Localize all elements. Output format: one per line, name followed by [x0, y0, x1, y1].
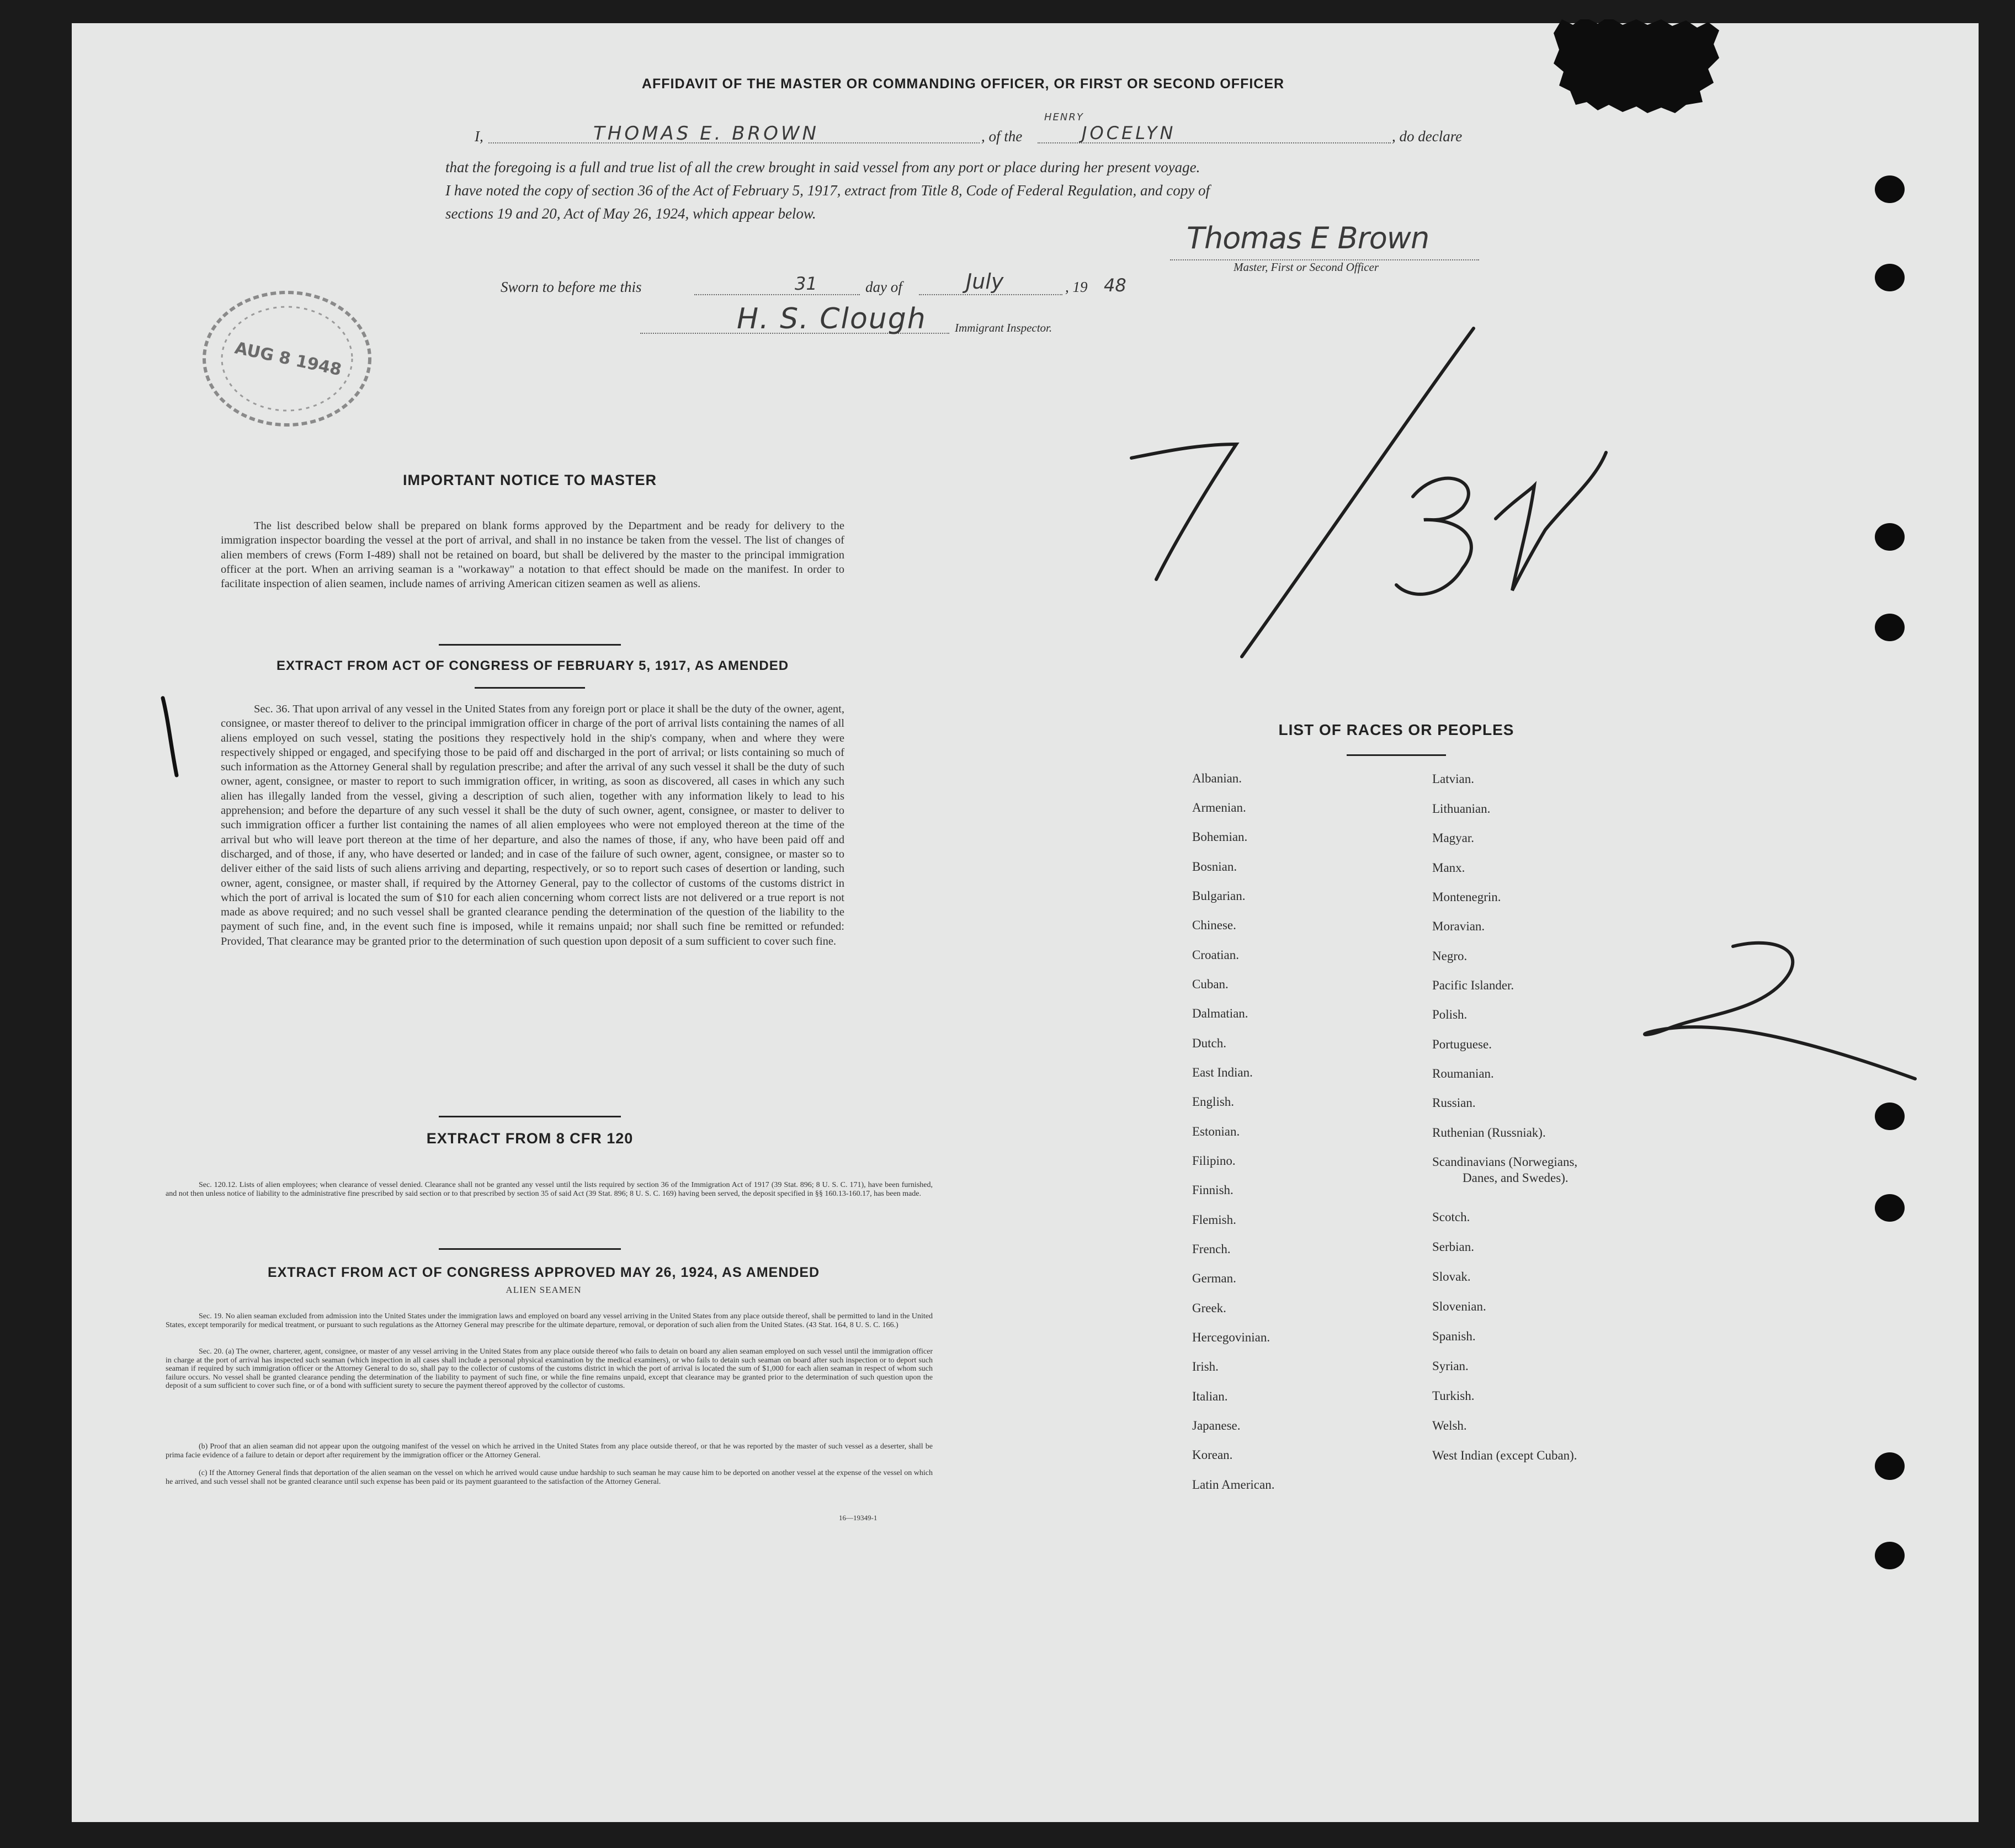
important-notice-heading: IMPORTANT NOTICE TO MASTER: [403, 472, 657, 488]
extract-1924-subheading: ALIEN SEAMEN: [506, 1285, 582, 1295]
extract-1924-sec20b: (b) Proof that an alien seaman did not appear upon the outgoing manifest of the vessel on which he arrived in the United States from any place outside thereof, or that he was reported by the master of such vessel as a deserter, shall be prima facie evidence of a failure to detain or deport after requirement by the immigration officer or the Attorney General.: [166, 1442, 933, 1460]
race-item: Chinese.: [1192, 918, 1236, 932]
extract-cfr-text: Sec. 120.12. Lists of alien employees; when clearance of vessel denied. Clearance shall not be granted any vessel until the lists required by section 36 of the Immigration Act of 1917 (39 Stat. 896; 8 U. S. C. 171), have been furnished, and not then unless notice of liability to the administrative fine prescribed by said section or to that prescribed by section 35 of said Act (39 Stat. 896; 8 U. S. C. 169) having been served, the deposit specified in §§ 160.13-160.17, has been made.: [166, 1181, 933, 1198]
race-item: Estonian.: [1192, 1125, 1240, 1138]
affidavit-line4: sections 19 and 20, Act of May 26, 1924, which appear below.: [445, 205, 816, 222]
sworn-year: 48: [1104, 275, 1126, 296]
sworn-year-prefix: , 19: [1065, 279, 1088, 295]
race-item: French.: [1192, 1242, 1231, 1256]
race-item: Welsh.: [1432, 1419, 1467, 1432]
race-item: Russian.: [1432, 1096, 1476, 1110]
handwritten-page-number: [0, 0, 1, 1]
extract-cfr-heading: EXTRACT FROM 8 CFR 120: [426, 1130, 634, 1147]
race-item: Lithuanian.: [1432, 802, 1491, 816]
punch-hole: [1875, 175, 1905, 203]
race-item: Negro.: [1432, 949, 1468, 963]
punch-hole: [1875, 1452, 1905, 1480]
date-stamp: [185, 287, 395, 430]
race-item: West Indian (except Cuban).: [1432, 1448, 1577, 1462]
sworn-day-of: day of: [865, 279, 902, 295]
extract-1917-heading: EXTRACT FROM ACT OF CONGRESS OF FEBRUARY 5, 1917, AS AMENDED: [276, 658, 789, 673]
punch-hole: [1875, 614, 1905, 641]
race-item: Slovak.: [1432, 1270, 1471, 1284]
race-item: East Indian.: [1192, 1066, 1253, 1079]
notary-seal: [1554, 19, 1719, 113]
race-item: Syrian.: [1432, 1359, 1469, 1373]
race-item: Hercegovinian.: [1192, 1330, 1270, 1344]
race-item: Latin American.: [1192, 1478, 1275, 1492]
signature-caption: Master, First or Second Officer: [1234, 260, 1379, 274]
extract-1917-text: Sec. 36. That upon arrival of any vessel in the United States from any foreign port or place it shall be the duty of the owner, agent, consignee, or master thereof to deliver to the principal immigration officer in charge of the port of arrival lists containing the names of all aliens employed on such vessel, stating the positions they respectively hold in the ship's company, when and where they were respectively shipped or engaged, and specifying those to be paid off and discharged in the port of arrival; or lists containing so much of such information as the Attorney General shall by regulation prescribe; and after the arrival of any such vessel it shall be the duty of such owner, agent, consignee, or master to report to such immigration officer, in writing, as soon as discovered, all cases in which any such alien has illegally landed from the vessel, giving a description of such alien, together with any information likely to lead to his apprehension; and before the departure of any such vessel it shall be the duty of such owner, agent, consignee, or master to deliver to such immigration officer a further list containing the names of all alien employees who were not employed thereon at the time of the arrival but who will leave port thereon at the time of her departure, and also the names of those, if any, who have been paid off and discharged, and of those, if any, who have deserted or landed; and in case of the failure of such owner, agent, consignee, or master so to deliver either of the said lists of such aliens arriving and departing, respectively, or so to report such cases of desertion or landing, such owner, agent, consignee, or master shall, if required by the Attorney General, pay to the collector of customs of the customs district in which the port of arrival is located the sum of $10 for each alien concerning whom correct lists are not delivered or a true report is not made as above required; and no such vessel shall be granted clearance pending the determination of the question of the liability to the payment of such fine, and, in the event such fine is imposed, while it remains unpaid; nor shall such fine be remitted or refunded: Provided, That clearance may be granted prior to the determination of such question upon deposit of a sum sufficient to cover such fine.: [221, 703, 844, 947]
punch-hole: [1875, 264, 1905, 291]
race-item: Korean.: [1192, 1448, 1233, 1462]
affidavit-line1-suffix: , do declare: [1392, 128, 1463, 145]
race-item: Bohemian.: [1192, 830, 1248, 844]
race-item: Cuban.: [1192, 977, 1229, 991]
extract-1924-sec20a: Sec. 20. (a) The owner, charterer, agent, consignee, or master of any vessel arriving in the United States from any place outside thereof who fails to detain on board any alien seaman employed on such vessel until the immigration officer in charge at the port of arrival has inspected such seaman (which inspection in all cases shall include a personal physical examination by the medical examiners), or who fails to detain such seaman on board after such inspection or to deport such seaman if required by such immigration officer or the Attorney General to do so, shall pay to the collector of customs of the customs district in which the port of arrival is located the sum of $1,000 for each alien seaman in respect of whom such failure occurs. No vessel shall be granted clearance pending the determination of the liability to payment of such fine, or while the fine remains unpaid, except that clearance may be granted prior to the determination of such question upon the deposit of a sum sufficient to cover such fine, or of a bond with sufficient surety to secure the payment thereof approved by the collector of customs.: [166, 1348, 933, 1390]
race-item: Danes, and Swedes).: [1463, 1171, 1569, 1185]
affidavit-line1-of: , of the: [981, 128, 1023, 145]
margin-mark: [155, 693, 188, 781]
handwritten-date-mark: [1109, 320, 1639, 662]
punch-hole: [1875, 1194, 1905, 1222]
race-item: Japanese.: [1192, 1419, 1241, 1432]
affidavit-line3: I have noted the copy of section 36 of the Act of February 5, 1917, extract from Title 8, Code of Federal Regulation, and copy of: [445, 182, 1210, 199]
race-item: Slovenian.: [1432, 1300, 1486, 1313]
extract-1924-heading: EXTRACT FROM ACT OF CONGRESS APPROVED MAY 26, 1924, AS AMENDED: [267, 1265, 820, 1280]
sworn-month: July: [966, 269, 1004, 294]
affidavit-line2: that the foregoing is a full and true list of all the crew brought in said vessel from any port or place during her present voyage.: [445, 159, 1200, 175]
race-item: Magyar.: [1432, 831, 1475, 845]
vessel-name: JOCELYN: [1082, 123, 1176, 143]
race-item: Portuguese.: [1432, 1037, 1492, 1051]
race-item: Ruthenian (Russniak).: [1432, 1126, 1546, 1139]
race-item: Bulgarian.: [1192, 889, 1246, 903]
races-heading: LIST OF RACES OR PEOPLES: [1278, 721, 1514, 738]
race-item: Greek.: [1192, 1301, 1226, 1315]
vessel-name-small: HENRY: [1044, 111, 1084, 123]
race-item: Scotch.: [1432, 1210, 1470, 1224]
punch-hole: [1875, 523, 1905, 551]
affidavit-title: AFFIDAVIT OF THE MASTER OR COMMANDING OFFICER, OR FIRST OR SECOND OFFICER: [641, 76, 1285, 92]
important-notice-text: The list described below shall be prepared on blank forms approved by the Department and be ready for delivery to the immigration inspector boarding the vessel at the port of arrival, and shall in no instance be taken from the vessel. The list of changes of alien members of crews (Form I-489) shall not be retained on board, but shall be delivered by the master to the principal immigration officer at the port. When an arriving seaman is a "workaway" a notation to that effect should be made on the manifest. In order to facilitate inspection of alien seamen, include names of arriving American citizen seamen as well as aliens.: [221, 520, 844, 590]
master-name: THOMAS E. BROWN: [593, 123, 819, 145]
sworn-prefix: Sworn to before me this: [501, 279, 642, 295]
race-item: Scandinavians (Norwegians,: [1432, 1155, 1578, 1169]
race-item: Spanish.: [1432, 1329, 1476, 1343]
race-item: Italian.: [1192, 1389, 1228, 1403]
race-item: Roumanian.: [1432, 1067, 1494, 1080]
race-item: Montenegrin.: [1432, 890, 1501, 904]
race-item: German.: [1192, 1271, 1236, 1285]
punch-hole: [1875, 1542, 1905, 1569]
master-signature: Thomas E Brown: [1187, 221, 1429, 255]
extract-1924-sec19: Sec. 19. No alien seaman excluded from admission into the United States under the immigration laws and employed on board any vessel arriving in the United States from any place outside thereof, shall be permitted to land in the United States, except temporarily for medical treatment, or pursuant to such regulations as the Attorney General may prescribe for the ultimate departure, removal, or deporation of such alien from the United States. (43 Stat. 164, 8 U. S. C. 166.): [166, 1312, 933, 1329]
race-item: Dalmatian.: [1192, 1006, 1248, 1020]
race-item: Serbian.: [1432, 1240, 1475, 1254]
race-item: Croatian.: [1192, 948, 1239, 962]
inspector-caption: Immigrant Inspector.: [955, 321, 1052, 334]
race-item: Turkish.: [1432, 1389, 1475, 1403]
punch-hole: [1875, 1103, 1905, 1130]
form-number: 16—19349-1: [839, 1514, 878, 1522]
race-item: Bosnian.: [1192, 860, 1237, 874]
race-item: Irish.: [1192, 1360, 1219, 1373]
race-item: Pacific Islander.: [1432, 978, 1514, 992]
race-item: Latvian.: [1432, 772, 1474, 786]
race-item: Flemish.: [1192, 1213, 1236, 1227]
race-item: Dutch.: [1192, 1036, 1226, 1050]
sworn-day: 31: [795, 273, 817, 294]
race-item: Armenian.: [1192, 801, 1246, 814]
inspector-signature: H. S. Clough: [737, 302, 927, 335]
race-item: Finnish.: [1192, 1183, 1234, 1197]
race-item: Filipino.: [1192, 1154, 1236, 1168]
race-item: English.: [1192, 1095, 1235, 1109]
race-item: Moravian.: [1432, 919, 1485, 933]
stamp-date: AUG 8 1948: [233, 338, 343, 380]
affidavit-line1-prefix: I,: [475, 128, 483, 145]
race-item: Polish.: [1432, 1008, 1468, 1021]
extract-1924-sec20c: (c) If the Attorney General finds that deportation of the alien seaman on the vessel on which he arrived would cause undue hardship to such seaman he may cause him to be deported on another vessel at the expense of the vessel on which he arrived, and such vessel shall not be granted clearance until such expense has been paid or its payment guaranteed to the satisfaction of the Attorney General.: [166, 1469, 933, 1486]
race-item: Manx.: [1432, 861, 1465, 875]
handwritten-page-mark: [1634, 938, 1921, 1087]
race-item: Albanian.: [1192, 771, 1242, 785]
